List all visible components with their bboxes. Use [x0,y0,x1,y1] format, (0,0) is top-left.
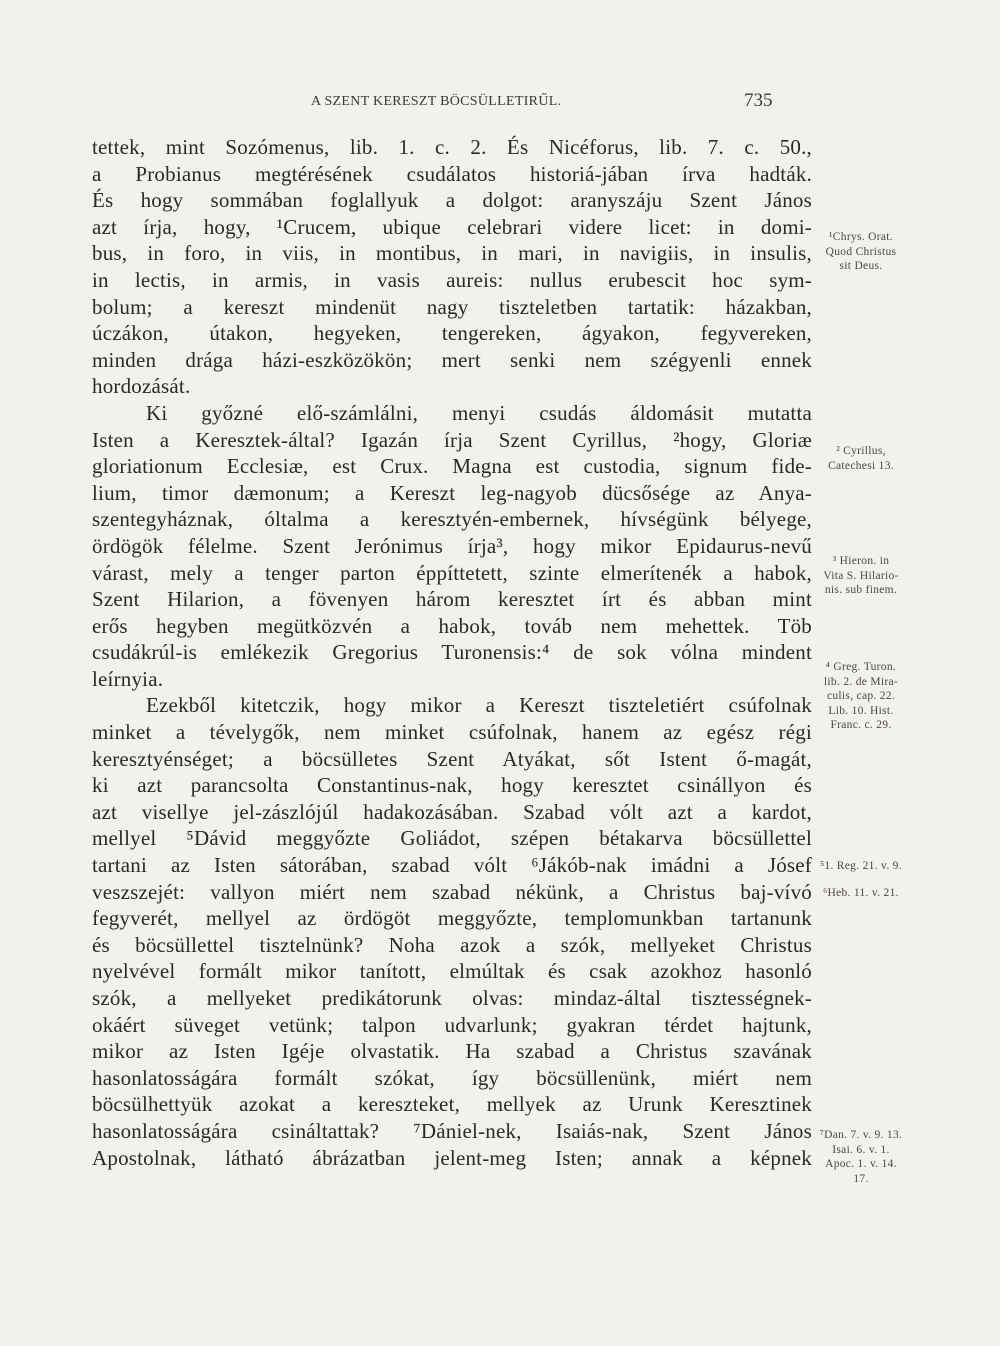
text-line: várast, mely a tenger parton éppíttetett, szinte elmerítenék a habok, [92,560,812,585]
margin-note [806,1128,916,1186]
margin-note-line: ⁶Heb. 11. v. 21. [823,887,899,899]
text-line: erős hegyben megütközvén a habok, továb nem mehettek. Töb [92,613,812,638]
text-line: Isten a Keresztek-által? Igazán írja Szent Cyrillus, ²hogy, Gloriæ [92,427,812,452]
text-line: gloriationum Ecclesiæ, est Crux. Magna est custodia, signum fide- [92,454,812,479]
margin-note-line: nis. sub finem. [824,584,898,596]
text-line: okáért süveget vetünk; talpon udvarlunk; gyakran térdet hajtunk, [92,1012,812,1037]
text-line: úczákon, útakon, hegyeken, tengereken, ágyakon, fegyvereken, [92,321,812,346]
margin-note-line: Quod Christus [825,245,897,258]
margin-note-line: Franc. c. 29. [830,719,892,731]
running-head: A SZENT KERESZT BÖCSÜLLETIRŰL. [311,94,562,109]
text-line: azt írja, hogy, ¹Crucem, ubique celebrari videre licet: in domi- [92,214,812,239]
text-line: nyelvével formált mikor tanított, elmúltak és csak azokhoz hasonló [92,959,812,984]
margin-note-line: lib. 2. de Mira- [823,675,899,688]
text-line: csudákrúl-is emlékezik Gregorius Turonensis:⁴ de sok vólna mindent [92,640,812,665]
text-line: fegyverét, mellyel az ördögöt meggyőzte, templomunkban tartanunk [92,906,812,931]
margin-note-line: Lib. 10. Hist. [828,704,894,717]
text-line: mikor az Isten Igéje olvastatik. Ha szabad a Christus szavának [92,1039,812,1064]
margin-note-line: ⁵1. Reg. 21. v. 9. [820,860,902,872]
text-line: bolum; a kereszt mindenüt nagy tiszteletben tartatik: házakban, [92,294,812,319]
text-line: keresztyénséget; a böcsülletes Szent Atyákat, sőt Istent ő-magát, [92,746,812,771]
margin-note-line: Catechesi 13. [828,459,894,472]
margin-note [806,230,916,274]
text-line: tettek, mint Sozómenus, lib. 1. c. 2. És Nicéforus, lib. 7. c. 50., [92,135,812,159]
margin-note-line: Isai. 6. v. 1. [832,1143,890,1156]
margin-note [806,660,916,733]
text-line: És hogy sommában foglallyuk a dolgot: aranyszáju Szent János [92,188,812,213]
margin-note [806,886,916,901]
text-line: tartani az Isten sátorában, szabad vólt ⁶Jákób-nak imádni a Jósef [92,853,812,878]
text-line: Szent Hilarion, a fövenyen három keresztet írt és abban mint [92,587,812,612]
margin-note-line: Vita S. Hilario- [823,569,899,582]
margin-note-line: 17. [853,1172,869,1185]
text-line: ördögök félelme. Szent Jerónimus írja³, hogy mikor Epidaurus-nevű [92,533,812,558]
text-line: hordozását. [92,374,191,399]
margin-note-line: ³ Hieron. in [832,555,890,567]
text-line: és böcsüllettel tisztelnünk? Noha azok a szók, mellyeket Christus [92,932,812,957]
margin-note-line: Apoc. 1. v. 14. [825,1158,897,1170]
text-line: bus, in foro, in viis, in montibus, in mari, in navigiis, in insulis, [92,241,812,266]
margin-note-line: ² Cyrillus, [836,445,886,457]
text-line: lium, timor dæmonum; a Kereszt leg-nagyob dücsősége az Anya- [92,480,812,505]
margin-note [806,859,916,874]
text-line: hasonlatosságára csináltattak? ⁷Dániel-nek, Isaiás-nak, Szent János [92,1118,812,1143]
margin-note [806,554,916,598]
text-line: in lectis, in armis, in vasis aureis: nullus erubescit hoc sym- [92,267,812,292]
margin-note-line: ⁷Dan. 7. v. 9. 13. [819,1129,903,1141]
page-number: 735 [744,90,773,111]
margin-note-line: ⁴ Greg. Turon. [825,661,897,673]
text-line: minket a tévelygők, nem minket csúfolnak, hanem az egész régi [92,720,812,745]
text-line: szók, a mellyeket predikátorunk olvas: mindaz-által tisztességnek- [92,986,812,1010]
text-line: mellyel ⁵Dávid meggyőzte Goliádot, szépen bétakarva böcsüllettel [92,826,812,851]
page-header [0,90,1000,118]
text-line: veszszejét: vallyon miért nem szabad nékünk, a Christus baj-vívó [92,879,812,904]
body-text [92,134,812,1171]
margin-note-line: ¹Chrys. Orat. [829,231,893,243]
text-line: a Probianus megtérésének csudálatos historiá-jában írva hadták. [92,161,812,186]
text-line: Ki győzné elő-számlálni, menyi csudás áldomásit mutatta [146,400,812,425]
margin-note-line: culis, cap. 22. [826,690,896,702]
text-line: ki azt parancsolta Constantinus-nak, hogy keresztet csinállyon és [92,773,812,798]
text-line: azt visellye jel-zászlójúl hadakozásában. Szabad vólt azt a kardot, [92,799,812,824]
text-line: hasonlatosságára formált szókat, így böcsüllenünk, miért nem [92,1065,812,1090]
text-line: szentegyháznak, óltalma a keresztyén-embernek, hívségünk bélyege, [92,507,812,532]
margin-note-line: sit Deus. [839,260,883,272]
text-line: Apostolnak, látható ábrázatban jelent-meg Isten; annak a képnek [92,1145,812,1170]
text-line: Ezekből kitetczik, hogy mikor a Kereszt tiszteletiért csúfolnak [146,693,812,718]
text-line: böcsülhettyük azokat a kereszteket, mellyek az Urunk Keresztinek [92,1092,812,1117]
text-line: minden drága házi-eszközökön; mert senki nem szégyenli ennek [92,347,812,372]
text-line: leírnyia. [92,666,164,691]
margin-note [806,444,916,473]
